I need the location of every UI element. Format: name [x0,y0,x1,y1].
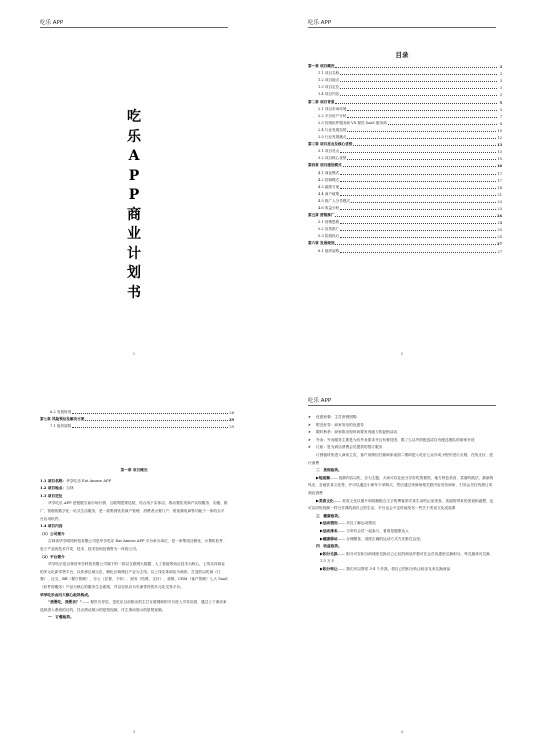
health-item: ▶运动排名—— 与所有会员一起参与，看谁是健康达人 [320,528,409,533]
toc-entry-title: 3.1 项目亮点 [318,149,340,154]
bullet-text: 外卖：外卖服务主要是为有外卖需求并且有餐员团、馍了么以外的配送或自有配送团队的商家开设 [316,437,475,442]
section-1-2: 1.2 项目地点：吉林 [40,486,74,491]
toc-section-entry[interactable] [308,197,502,204]
toc-list [308,62,502,254]
toc-leader-dots [340,174,496,175]
ordering-bullet-item [308,422,496,430]
toc-entry-page: 29 [228,418,234,423]
cover-title-char: 书 [127,284,141,301]
cover-title-char: 划 [127,265,141,281]
toc-entry-title: 第七章 风险预估及解决方案 [40,417,85,422]
toc-entry-title: 6.2 发展规划 [50,410,72,415]
toc-section-entry[interactable] [308,90,502,97]
cover-title-char: 计 [127,245,141,262]
toc-entry-page: 7 [499,114,502,119]
toc-entry-page: 3 [499,65,502,70]
page-header: 吃乐 APP [40,20,64,26]
cover-title-char: 商 [127,206,141,223]
arrow-bullet-icon: ➤ [308,422,312,427]
toc-entry-page: 23 [497,206,502,211]
toc-entry-page: 13 [497,150,502,155]
toc-entry-page: 24 [496,214,502,219]
platform-intro-text: 华享吃乐是吉林省华享科技有限公司旗下的一款以互联网大数据、人工智能等前沿技术为核心，上线实体商业的多元化新零售平台，以传承区域文化、孵化区域网红产业为主线，以上线实体商店为载体，打造的以吃商（订餐）、社交、BB（餐厅管理）、办公（在餐、下单）、财务（结算、支付）、营销、CRM（客户管理）七大 SaaS（软件即服务）产品为核心的服务生态系统，并以实体店为引流带货的多元化交易平台。 [40,562,228,589]
page-header: 吃乐 APP [308,398,332,404]
toc-entry-page: 12 [497,136,502,141]
toc-entry-page: 3 [499,79,502,84]
toc-entry-title: 第五章 营销推广 [308,213,335,218]
toc-entry-title: 4.4 商户政策 [318,191,340,196]
toc-entry-title: 5.1 营销思路 [318,220,340,225]
toc-entry-title: 1.3 项目定位 [318,85,340,90]
toc-chapter-entry[interactable] [308,97,502,104]
toc-leader-dots [72,413,228,414]
toc-chapter-entry[interactable] [308,211,502,218]
toc-entry-page: 25 [497,228,502,233]
toc-section-entry[interactable] [308,83,502,90]
toc-section-entry[interactable] [308,168,502,175]
toc-leader-dots [347,117,497,118]
arrow-bullet-icon: ➤ [308,437,312,442]
chapter-title: 第一章 项目概况 [120,468,148,472]
cover-title-char: 业 [127,226,141,242]
toc-entry-title: 第一章 项目概况 [308,64,335,69]
toc-leader-dots [340,237,496,238]
toc-chapter-entry[interactable] [40,415,234,422]
toc-title: 目录 [395,51,409,59]
toc-section-entry[interactable] [308,112,502,119]
toc-leader-dots [347,131,496,132]
toc-leader-dots [347,159,496,160]
page-number: 1 [132,352,136,356]
toc-section-entry[interactable] [40,408,234,415]
toc-entry-title: 2.1 项目市场环境 [318,106,347,111]
toc-entry-title: 2.5 行业发展痛点 [318,135,347,140]
toc-leader-dots [343,166,496,167]
food-culture-text: ▶美食文化—— 美食文化以图片和视频配合文字的博客形式来生动的记录美食，美丽的带来的美视和惑想，也可以同短视频一样分享我的到自己的生活，平台也会不定时地发布一些关于美食文化成故事 [308,498,494,511]
short-video-text: ▶短视频—— 视频内容以吃、乐为主题，大家可以在此分享好吃的餐馆、地方特色美食、菜谱的做法、最新的风光、各地饮食文化等，并可以通过小黄车下单购买，然后通过该商场相关联内容发布商家，引导会员在线预订或到店消费 [308,475,494,495]
page-chapter-one [0,378,268,756]
toc-entry-title: 第四章 项目建设模式 [308,163,342,168]
toc-entry-page: 21 [497,192,502,197]
toc-entry-page: 3 [499,72,502,77]
section-1-3-heading: 1.3 项目定位 [40,493,63,498]
toc-entry-page: 13 [496,143,502,148]
toc-entry-title: 2.3 传统软件服务商 VS 餐饮 SaaS 服务商 [318,120,387,125]
toc-entry-title: 4.2 招商模式 [318,177,340,182]
toc-entry-page: 27 [497,249,502,254]
ordering-bullet-list [308,414,496,452]
page-cover [0,0,268,378]
toc-leader-dots [335,67,497,68]
toc-entry-page: 29 [229,425,234,430]
toc-chapter-entry[interactable] [308,239,502,246]
toc-leader-dots [347,110,497,111]
toc-section-entry[interactable] [308,204,502,211]
cover-title-char: A [128,148,140,164]
toc-leader-dots [340,209,496,210]
toc-entry-title: 3.2 项目核心优势 [318,156,347,161]
toc-entry-title: 第二章 项目背景 [308,99,335,104]
chapter-body [40,464,228,622]
toc-leader-dots [340,74,497,75]
ordering-bullet-item [308,444,496,452]
ordering-bullet-item [308,414,496,422]
toc-entry-page: 23 [497,199,502,204]
toc-section-entry[interactable] [308,147,502,154]
page-number: 3 [132,730,136,734]
cover-title-char: P [128,187,140,203]
section-1-4-heading: 1.4 项目内容 [40,524,63,529]
toc-entry-page: 25 [497,235,502,240]
toc-entry-title: 2.2 平台用户分析 [318,113,347,118]
toc-entry-page: 28 [229,411,234,416]
toc-entry-title: 6.1 组织架构 [318,248,340,253]
toc-leader-dots [340,88,497,89]
toc-section-entry[interactable] [308,225,502,232]
toc-leader-dots [340,195,496,196]
toc-section-entry[interactable] [308,232,502,239]
toc-entry-page: 17 [497,178,502,183]
header-rule [40,27,228,28]
toc-section-entry[interactable] [308,176,502,183]
toc-entry-title: 4.5 推广人分享模式 [318,198,351,203]
toc-section-entry[interactable] [308,190,502,197]
toc-entry-title: 1.1 项目名称 [318,71,340,76]
toc-leader-dots [340,223,496,224]
toc-entry-page: 3 [499,93,502,98]
page-toc [268,0,536,378]
toc-entry-title: 1.4 项目内容 [318,92,340,97]
ordering-module-heading: 一 订餐板块。 [48,615,74,620]
health-module-heading: 三 健康板块。 [316,513,342,518]
cover-title-char: P [128,167,140,184]
guide-page-text: “我要吃，我要乐？”—— 餐饮引导页，是吃乐目前推出的主打互联网职的平台进入引导页面，通过上下滑动来选择进入系统的目的，任点滑动展示的是短视频，任左滑动展示的是短视频。 [40,600,227,612]
toc-entry-page: 3 [499,86,502,91]
header-rule [308,405,496,406]
section-1-1: 1.1 项目名称：华享吃乐 Eat Amuse APP [40,478,112,483]
toc-entry-page: 17 [497,171,502,176]
ordering-bullet-item [308,429,496,437]
toc-leader-dots [340,95,497,96]
header-rule [308,27,496,28]
arrow-bullet-icon: ➤ [308,445,312,450]
toc-section-entry[interactable] [308,133,502,140]
revenue-item: ▶积分转让—— 我们可以帮你 3-4 个多我，将自己的积分转让给亲友来兑换商品 [320,566,451,571]
ordering-bullet-item [308,437,496,445]
toc-leader-dots [340,181,496,182]
bullet-text: 订座：是为到店消费会员提供的预订服务 [316,445,383,450]
toc-entry-title: 第三章 项目亮点及核心优势 [308,142,353,147]
toc-leader-dots [351,202,496,203]
toc-chapter-entry[interactable] [308,140,502,147]
toc-list-continued [40,408,234,429]
toc-entry-title: 1.2 项目地点 [318,78,340,83]
toc-leader-dots [388,124,497,125]
revenue-item: ▶积分兑换—— 积分可在积分商城里兑换自己心仪的商品并数可在会员优惠里兑换积分，每兑最高可兑换 1.5 万卡 [320,551,490,564]
cover-title-char: 乐 [127,128,141,145]
page-modules [268,378,536,756]
toc-entry-page: 18 [497,185,502,190]
toc-leader-dots [335,103,497,104]
bullet-text: 限时秒杀：商家推出短时间要有诱惑力的促销活动 [316,430,398,435]
toc-leader-dots [85,420,228,421]
page-header: 吃乐 APP [308,20,332,26]
platform-intro-heading: （2）平台简介 [40,554,65,559]
toc-chapter-entry[interactable] [308,62,502,69]
toc-entry-title: 4.3 融资方案 [318,184,340,189]
toc-leader-dots [353,145,496,146]
page-number: 4 [400,730,404,734]
toc-entry-title: 5.3 阶段执行 [318,234,340,239]
toc-entry-page: 15 [497,157,502,162]
toc-leader-dots [340,152,496,153]
toc-entry-page: 5 [499,107,502,112]
toc-entry-title: 5.2 宣传推广 [318,227,340,232]
bullet-text: 附近好券：商家发布的优惠券 [316,422,364,427]
toc-section-entry[interactable] [308,105,502,112]
toc-leader-dots [340,230,496,231]
toc-section-entry[interactable] [40,422,234,429]
cover-title [126,108,142,303]
health-item: ▶健康驿站—— 合理膳食，适度正确的运动方式方法都在这里。 [320,536,424,541]
toc-entry-page: 5 [499,100,502,105]
revenue-module-heading: 四 收益板块。 [316,544,342,549]
toc-leader-dots [340,188,496,189]
arrow-bullet-icon: ➤ [308,430,312,435]
toc-entry-page: 8 [499,121,502,126]
toc-section-entry[interactable] [308,154,502,161]
toc-entry-title: 4.6 收益分析 [318,205,340,210]
toc-leader-dots [72,427,228,428]
toc-section-entry[interactable] [308,119,502,126]
toc-section-entry[interactable] [308,69,502,76]
cover-title-char: 吃 [127,109,141,125]
toc-section-entry[interactable] [308,246,502,253]
toc-section-entry[interactable] [308,183,502,190]
company-intro-heading: （1）公司简介 [40,531,65,536]
toc-section-entry[interactable] [308,76,502,83]
arrow-bullet-icon: ➤ [308,415,312,419]
toc-entry-page: 16 [496,164,502,169]
toc-leader-dots [335,244,496,245]
toc-leader-dots [340,81,497,82]
bullet-text: 优惠套餐：主打套餐团购 [316,415,357,419]
toc-entry-page: 27 [496,242,502,247]
ordering-paragraph: 订餐板块所进入商家主页，客户用微信扫描商家桌面二维码进入吃乐公众号或小程序进行点餐，在线支付，进行消费 [308,452,493,465]
four-modules-heading: 华享吃乐由四大核心板块构成。 [40,592,92,597]
toc-entry-page: 24 [497,221,502,226]
toc-leader-dots [340,252,496,253]
discover-module-heading: 二 发现板块。 [316,468,342,473]
toc-entry-title: 2.4 行业发展趋势 [318,127,347,132]
health-item: ▶运动情况—— 对比了解运动情况 [320,521,376,526]
toc-entry-title: 4.1 商业模式 [318,170,340,175]
toc-leader-dots [347,138,496,139]
toc-entry-title: 第六章 发展规划 [308,241,335,246]
toc-leader-dots [335,216,496,217]
toc-entry-title: 7.1 组织架构 [50,424,72,429]
toc-entry-page: 10 [497,128,502,133]
page-number: 2 [400,352,404,356]
section-1-3-text: 华享吃乐 APP 是根据当前市场行情、互联网思维趋势，结合线下实体店，推动餐饮类商户实现服务、沟通、推广、管理的数字化一站式生活服务，是一款集餐饮类商户管理、消费者点餐门户、短视频电商等功能于一体的全平台应用软件。 [40,501,228,521]
toc-chapter-entry[interactable] [308,161,502,168]
modules-body [308,414,496,573]
toc-section-entry[interactable] [308,126,502,133]
company-intro-text: 吉林省华享网络科技有限公司是华享吃乐 Eat Amuse APP 平台承办单位，是一家集项目孵化、计算机软件、电子产品的技术开发、技术、技术咨询及销售为一体的公司。 [40,539,227,551]
toc-section-entry[interactable] [308,218,502,225]
